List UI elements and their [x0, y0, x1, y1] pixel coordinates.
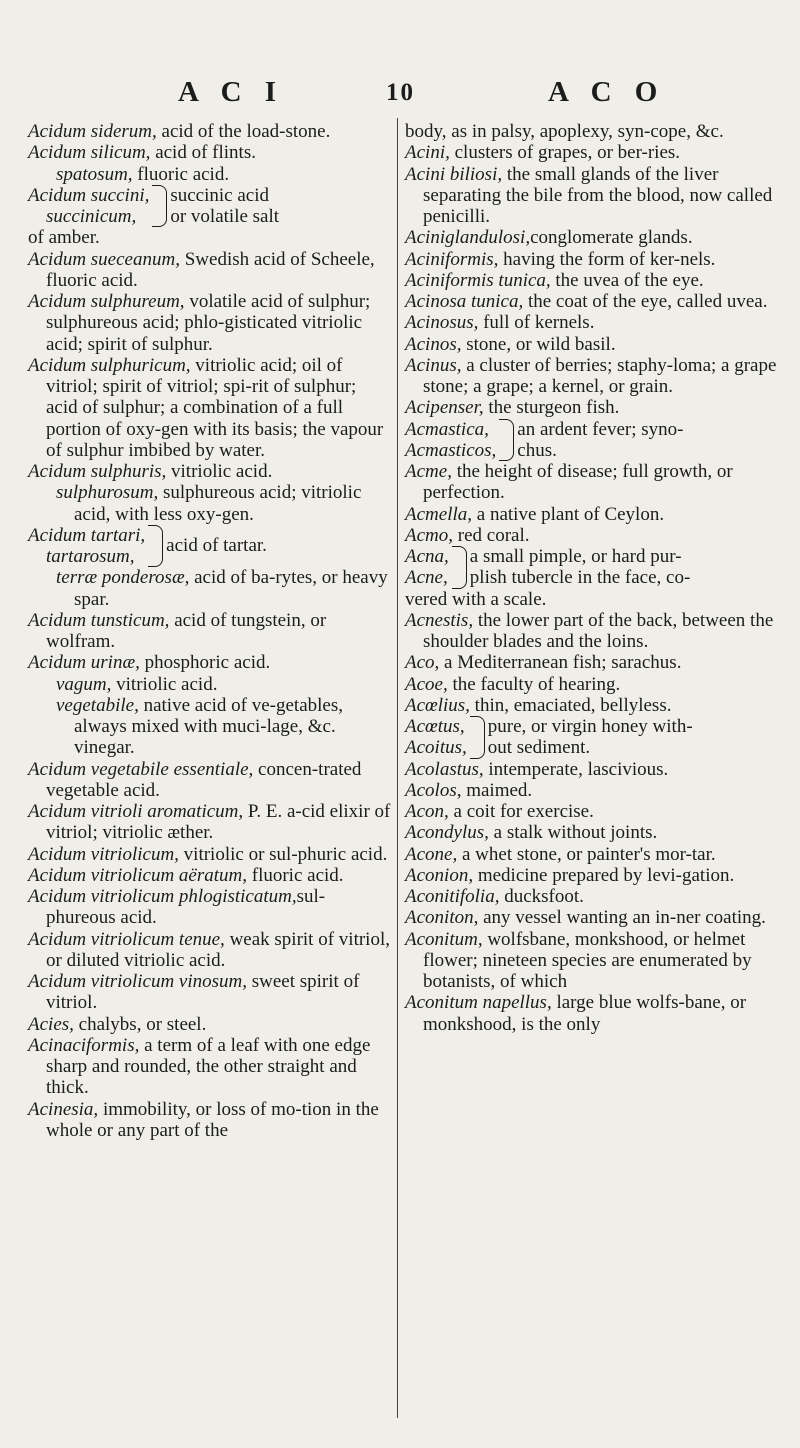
entry-definition: the lower part of the back, between the shoulder blades and the loins.	[423, 609, 774, 652]
entry-definition: native acid of ve-getables, always mixed with muci-lage, &c. vinegar.	[74, 694, 343, 759]
entry-definition: the faculty of hearing.	[447, 673, 621, 695]
entry	[405, 142, 783, 163]
entry-term: Acipenser,	[405, 397, 484, 419]
entry	[28, 291, 392, 355]
entry-definition: a Mediterranean fish; sarachus.	[439, 652, 682, 674]
entry-term: Acidum sueceanum,	[28, 248, 180, 270]
entry-term: Aconitum napellus,	[405, 992, 552, 1014]
entry-definition: weak spirit of vitriol, or diluted vitriolic acid.	[46, 928, 390, 971]
entry	[405, 652, 783, 673]
entry-term: Acondylus,	[405, 822, 489, 844]
entry	[405, 865, 783, 886]
entry	[28, 844, 392, 865]
entry-definition: the sturgeon fish.	[483, 397, 620, 419]
entry	[28, 610, 392, 653]
entry-definition: wolfsbane, monkshood, or helmet flower; nineteen species are enumerated by botanists, of which	[423, 928, 752, 992]
entry-definition: the height of disease; full growth, or perfection.	[423, 461, 733, 504]
entry-definition: full of kernels.	[478, 312, 595, 334]
entry-definition: plish tubercle in the face, co-	[469, 567, 691, 589]
entry-term: Acinaciformis,	[28, 1034, 140, 1056]
entry-term: Acœlius,	[405, 694, 470, 716]
entry	[28, 1035, 392, 1099]
entry	[405, 525, 783, 546]
entry-definition: stone, or wild basil.	[461, 333, 616, 355]
entry-definition: concen-trated vegetable acid.	[46, 758, 362, 801]
entry-definition: medicine prepared by levi-gation.	[473, 864, 735, 886]
entry-term: Acon,	[405, 801, 449, 822]
entry-term: Acinesia,	[28, 1098, 99, 1120]
entry-continuation: of amber.	[28, 227, 100, 249]
entry	[405, 610, 783, 653]
entry	[405, 907, 783, 928]
entry	[405, 929, 783, 993]
entry-definition: P. E. a-cid elixir of vitriol; vitriolic æther.	[46, 801, 391, 844]
entry-term: Acinus,	[405, 354, 462, 376]
entry-term: Acini,	[405, 142, 450, 164]
entry-term: Acœtus,	[405, 716, 465, 737]
entry-term: Acmella,	[405, 503, 473, 525]
entry	[405, 759, 783, 780]
entry	[405, 270, 783, 291]
entry-definition: acid of ba-rytes, or heavy spar.	[74, 567, 388, 610]
entry-definition: a cluster of berries; staphy-loma; a grape stone; a grape; a kernel, or grain.	[423, 354, 777, 397]
entry	[28, 929, 392, 972]
entry-term: Acidum vitriolicum phlogisticatum,	[28, 886, 297, 907]
entry-definition: intemperate, lascivious.	[483, 758, 669, 780]
brace	[452, 546, 467, 589]
entry	[28, 801, 392, 844]
entry	[28, 142, 392, 163]
entry-term: Acidum vitrioli aromaticum,	[28, 801, 244, 822]
brace	[148, 525, 163, 568]
entry-term: Acolastus,	[405, 758, 484, 780]
entry-definition: conglomerate glands.	[530, 227, 693, 249]
entry-definition: succinic acid	[170, 184, 270, 206]
entry	[405, 291, 783, 312]
entry-term: vegetabile,	[56, 694, 139, 716]
entry-term: Acinosa tunica,	[405, 291, 524, 312]
entry-term: Acne,	[405, 567, 448, 589]
entry-term: Acidum succini,	[28, 184, 150, 206]
left-column	[28, 121, 392, 1141]
bracketed-entry	[405, 419, 783, 462]
bracketed-entry	[28, 185, 392, 228]
entry-definition: having the form of ker-nels.	[498, 248, 716, 270]
entry	[28, 482, 392, 525]
entry-term: Acidum sulphuricum,	[28, 354, 191, 376]
entry	[405, 674, 783, 695]
entry-term: Acnestis,	[405, 609, 474, 631]
bracketed-entry	[28, 525, 392, 568]
entry	[405, 780, 783, 801]
entry-definition: phosphoric acid.	[139, 652, 271, 674]
entry	[405, 249, 783, 270]
entry	[28, 164, 392, 185]
entry-definition: clusters of grapes, or ber-ries.	[449, 142, 681, 164]
entry-definition: ducksfoot.	[499, 886, 584, 907]
entry-definition: sul-phureous acid.	[46, 886, 326, 929]
entry-definition: a native plant of Ceylon.	[472, 503, 665, 525]
entry	[28, 886, 392, 929]
entry-term: Acme,	[405, 461, 452, 482]
entry-definition: sweet spirit of vitriol.	[46, 971, 360, 1014]
entry-term: Acidum tartari,	[28, 524, 146, 546]
column-divider	[397, 118, 398, 1418]
entry-definition: acid of flints.	[150, 142, 256, 164]
brace	[152, 185, 167, 228]
entry	[28, 695, 392, 759]
entry-term: succinicum,	[46, 206, 137, 227]
entry	[405, 695, 783, 716]
entry-term: Acidum vitriolicum aëratum,	[28, 864, 247, 886]
entry-term: vagum,	[56, 673, 112, 695]
entry-term: Acies,	[28, 1013, 74, 1035]
entry-term: Aciniglandulosi,	[405, 227, 531, 249]
entry-continuation: vered with a scale.	[405, 588, 547, 610]
entry	[28, 674, 392, 695]
entry	[405, 312, 783, 333]
entry-definition: red coral.	[453, 524, 530, 546]
entry	[28, 865, 392, 886]
entry-definition: fluoric acid.	[132, 163, 230, 185]
entry-definition: Swedish acid of Scheele, fluoric acid.	[46, 248, 375, 291]
entry-definition: out sediment.	[487, 737, 591, 759]
entry	[405, 227, 783, 248]
entry	[28, 249, 392, 292]
entry-term: Acinosus,	[405, 312, 479, 334]
running-head-left: A C I	[178, 76, 285, 108]
entry	[28, 461, 392, 482]
entry-term: Acmo,	[405, 524, 454, 546]
entry-definition: thin, emaciated, bellyless.	[469, 694, 672, 716]
entry	[28, 1099, 392, 1142]
entry-continuation: body, as in palsy, apoplexy, syn-cope, &c.	[405, 121, 724, 142]
entry-term: Acidum vitriolicum,	[28, 843, 179, 865]
entry-term: Aciniformis,	[405, 248, 499, 270]
entry-term: Acidum vegetabile essentiale,	[28, 758, 254, 780]
entry	[28, 567, 392, 610]
entry	[405, 504, 783, 525]
entry-term: Acolos,	[405, 779, 462, 801]
entry	[405, 822, 783, 843]
entry	[405, 334, 783, 355]
entry-term: terræ ponderosæ,	[56, 567, 190, 589]
entry	[28, 1014, 392, 1035]
running-head-right: A C O	[548, 76, 666, 108]
entry-definition: the small glands of the liver separating the bile from the blood, now called penicilli.	[423, 163, 773, 227]
right-column	[405, 121, 783, 1035]
entry-term: sulphurosum,	[56, 482, 159, 504]
entry-term: Acidum siderum,	[28, 121, 157, 142]
entry-term: Acoitus,	[405, 737, 467, 759]
entry-definition: acid of tungstein, or wolfram.	[46, 609, 327, 652]
entry-term: Aconiton,	[405, 907, 479, 929]
entry-definition: a term of a leaf with one edge sharp and rounded, the other straight and thick.	[46, 1034, 371, 1099]
entry-term: Acidum sulphuris,	[28, 461, 167, 482]
entry-definition: sulphureous acid; vitriolic acid, with less oxy-gen.	[74, 482, 362, 525]
entry-term: Acoe,	[405, 673, 448, 695]
entry-definition: acid of the load-stone.	[156, 121, 331, 142]
entry	[405, 886, 783, 907]
entry-term: Acidum tunsticum,	[28, 609, 170, 631]
entry-term: Aco,	[405, 652, 440, 674]
entry-definition: pure, or virgin honey with-	[487, 716, 693, 737]
entry-term: Acidum urinæ,	[28, 652, 140, 674]
brace	[470, 716, 485, 759]
entry-definition: vitriolic acid.	[166, 461, 273, 482]
entry	[28, 652, 392, 673]
entry-term: Acidum vitriolicum vinosum,	[28, 971, 247, 992]
entry	[28, 971, 392, 1014]
entry-definition: the coat of the eye, called uvea.	[523, 291, 768, 312]
entry-term: Acmasticos,	[405, 439, 497, 461]
entry-definition: vitriolic or sul-phuric acid.	[178, 843, 388, 865]
entry	[405, 461, 783, 504]
entry-definition: the uvea of the eye.	[550, 269, 704, 291]
entry-definition: a small pimple, or hard pur-	[469, 546, 682, 567]
entry-term: Acna,	[405, 546, 449, 567]
entry-definition: maimed.	[461, 779, 533, 801]
entry	[28, 355, 392, 461]
entry-term: Acone,	[405, 843, 458, 865]
entry-definition: volatile acid of sulphur; sulphureous acid; phlo-gisticated vitriolic acid; spirit of sulphur.	[46, 291, 371, 355]
entry-definition: chus.	[517, 439, 557, 461]
entry	[405, 355, 783, 398]
entry	[405, 801, 783, 822]
entry-definition: chalybs, or steel.	[73, 1013, 207, 1035]
entry-term: Acmastica,	[405, 418, 489, 440]
entry	[405, 844, 783, 865]
entry-term: Aconion,	[405, 864, 474, 886]
entry	[405, 164, 783, 228]
entry-term: Acidum sulphureum,	[28, 291, 185, 312]
entry-definition: an ardent fever; syno-	[517, 418, 684, 440]
entry-term: Aconitum,	[405, 928, 483, 950]
entry-term: spatosum,	[56, 163, 133, 185]
entry-term: tartarosum,	[46, 546, 135, 567]
entry	[405, 397, 783, 418]
entry	[28, 759, 392, 802]
entry-term: Aconitifolia,	[405, 886, 500, 907]
entry-term: Acidum silicum,	[28, 142, 151, 164]
entry-definition: large blue wolfs-bane, or monkshood, is the only	[423, 992, 747, 1035]
bracketed-entry	[405, 546, 783, 589]
brace	[499, 419, 514, 462]
bracketed-entry	[405, 716, 783, 759]
page-number: 10	[386, 79, 415, 106]
entry	[28, 121, 392, 142]
entry-definition: vitriolic acid.	[111, 673, 218, 695]
entry-definition: a coit for exercise.	[448, 801, 594, 822]
entry-definition: or volatile salt	[170, 206, 280, 227]
entry-definition: vitriolic acid; oil of vitriol; spirit of vitriol; spi-rit of sulphur; acid of sulphur; a combination of a full portion of oxy-gen with its basis; the vapour of sulphur imbibed by water.	[46, 354, 384, 461]
entry-term: Acini biliosi,	[405, 163, 503, 185]
entry-term: Aciniformis tunica,	[405, 269, 551, 291]
entry-definition: immobility, or loss of mo-tion in the whole or any part of the	[46, 1098, 379, 1141]
entry-definition: any vessel wanting an in-ner coating.	[478, 907, 766, 929]
entry-definition: a whet stone, or painter's mor-tar.	[457, 843, 716, 865]
entry-term: Acidum vitriolicum tenue,	[28, 928, 225, 950]
entry-definition: fluoric acid.	[247, 864, 344, 886]
entry-definition: a stalk without joints.	[488, 822, 658, 844]
entry-term: Acinos,	[405, 333, 462, 355]
entry	[405, 992, 783, 1035]
entry-definition: acid of tartar.	[166, 535, 267, 557]
